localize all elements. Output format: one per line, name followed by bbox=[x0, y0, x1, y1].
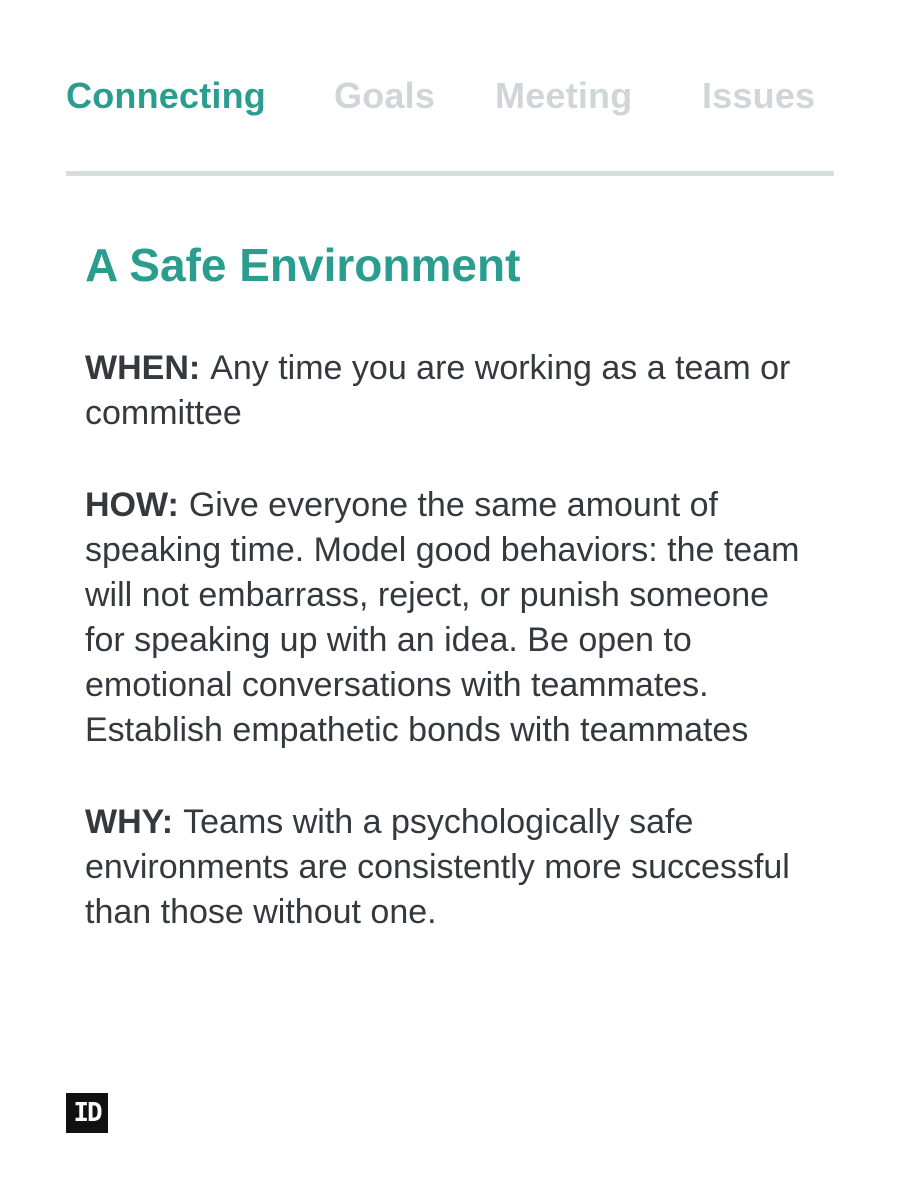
why-label: WHY: bbox=[85, 803, 174, 841]
tab-bar bbox=[66, 72, 834, 120]
tab-meeting[interactable]: Meeting bbox=[495, 75, 633, 116]
id-logo: ID bbox=[66, 1093, 108, 1133]
why-section bbox=[85, 800, 805, 935]
how-text: Give everyone the same amount of speaking time. Model good behaviors: the team will not embarrass, reject, or punish someone for speaking up with an idea. Be open to emotional conversations with teammates. Establish empathetic bonds with teammates bbox=[85, 486, 800, 749]
tab-connecting[interactable]: Connecting bbox=[66, 75, 266, 116]
when-label: WHEN: bbox=[85, 349, 201, 387]
when-section bbox=[85, 346, 805, 436]
when-text: Any time you are working as a team or committee bbox=[85, 349, 791, 432]
why-text: Teams with a psychologically safe environments are consistently more successful than those without one. bbox=[85, 803, 790, 931]
tab-divider bbox=[66, 171, 834, 176]
card-content bbox=[85, 236, 805, 935]
tab-goals[interactable]: Goals bbox=[334, 75, 436, 116]
tab-issues[interactable]: Issues bbox=[702, 75, 816, 116]
how-label: HOW: bbox=[85, 486, 179, 524]
how-section bbox=[85, 483, 805, 753]
card-title: A Safe Environment bbox=[85, 239, 521, 291]
